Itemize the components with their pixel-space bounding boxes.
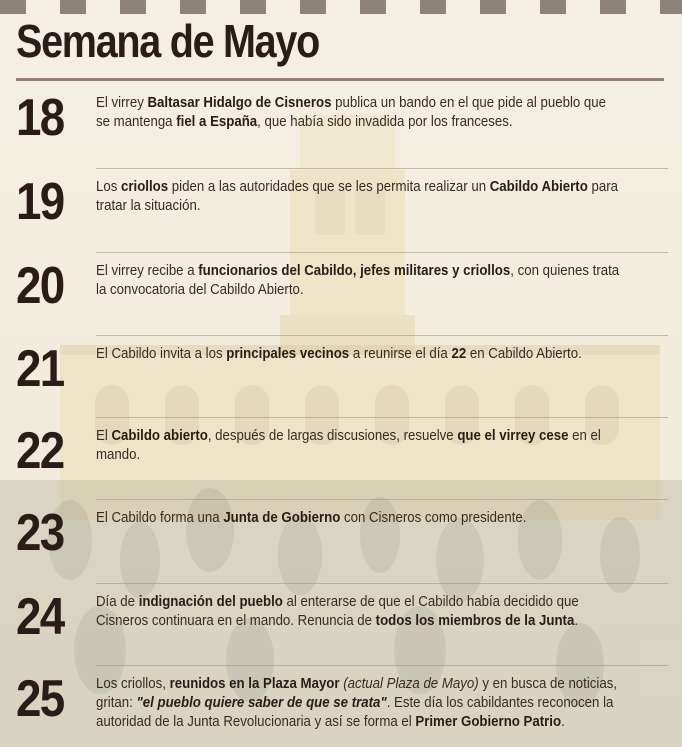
day-number: 18 (16, 89, 64, 147)
body-text: al enterarse de que el Cabildo había decidido que Cisneros continuara en el mando. Renuncia de (96, 594, 579, 629)
body-text: y en busca de noticias, gritan: (96, 676, 618, 711)
entry-divider (96, 665, 668, 666)
highlight-text: indignación del pueblo (138, 594, 283, 610)
body-text: , que había sido invadida por los franceses. (257, 114, 513, 130)
body-text: . Este día los cabildantes reconocen la autoridad de la Junta Revolucionaria y así se forma el (96, 695, 614, 730)
event-description (96, 345, 620, 364)
body-text: Los criollos, (96, 676, 170, 692)
body-text: con Cisneros como presidente. (340, 510, 527, 526)
event-description (96, 509, 620, 528)
body-text: en Cabildo Abierto. (466, 346, 582, 362)
body-text: publica un bando en el que pide al pueblo que se mantenga (96, 95, 607, 130)
body-text: , después de largas discusiones, resuelve (207, 428, 458, 444)
entry-divider (96, 583, 668, 584)
highlight-text: 22 (451, 346, 467, 362)
body-text: . (561, 714, 565, 730)
body-text: El virrey recibe a (96, 263, 199, 279)
highlight-text: criollos (121, 179, 169, 195)
highlight-text: reunidos en la Plaza Mayor (169, 676, 340, 692)
highlight-text: Baltasar Hidalgo de Cisneros (147, 95, 332, 111)
highlight-text: Cabildo Abierto (489, 179, 588, 195)
page-title: Semana de Mayo (16, 15, 319, 67)
entry-divider (96, 252, 668, 253)
entry-divider (96, 335, 668, 336)
body-text: (actual Plaza de Mayo) (343, 676, 479, 692)
highlight-text: Junta de Gobierno (223, 510, 341, 526)
event-description (96, 427, 620, 465)
event-description (96, 262, 620, 300)
event-description (96, 94, 620, 132)
body-text: Los (96, 179, 122, 195)
event-description (96, 675, 620, 732)
body-text: para tratar la situación. (96, 179, 618, 214)
event-description (96, 178, 620, 216)
highlight-text: "el pueblo quiere saber de que se trata" (136, 695, 387, 711)
body-text: . (574, 613, 578, 629)
body-text: El virrey (96, 95, 148, 111)
highlight-text: Cabildo abierto (111, 428, 208, 444)
entry-divider (96, 499, 668, 500)
day-number: 22 (16, 422, 64, 480)
highlight-text: principales vecinos (226, 346, 350, 362)
day-number: 23 (16, 504, 64, 562)
day-number: 20 (16, 257, 64, 315)
day-number: 24 (16, 588, 64, 646)
body-text: El Cabildo forma una (96, 510, 224, 526)
body-text: piden a las autoridades que se les permita realizar un (168, 179, 490, 195)
highlight-text: Primer Gobierno Patrio (415, 714, 562, 730)
highlight-text: que el virrey cese (457, 428, 569, 444)
body-text: Día de (96, 594, 139, 610)
day-number: 25 (16, 670, 64, 728)
event-description (96, 593, 620, 631)
highlight-text: fiel a España (176, 114, 258, 130)
body-text: El (96, 428, 112, 444)
entry-divider (96, 168, 668, 169)
highlight-text: todos los miembros de la Junta (375, 613, 575, 629)
body-text: en el mando. (96, 428, 601, 463)
day-number: 21 (16, 340, 64, 398)
day-number: 19 (16, 173, 64, 231)
highlight-text: funcionarios del Cabildo, jefes militares y criollos (198, 263, 511, 279)
body-text: , con quienes trata la convocatoria del Cabildo Abierto. (96, 263, 620, 298)
entry-divider (96, 417, 668, 418)
title-divider (16, 78, 664, 81)
body-text: a reunirse el día (349, 346, 452, 362)
top-decorative-strip (0, 0, 682, 14)
body-text: El Cabildo invita a los (96, 346, 227, 362)
